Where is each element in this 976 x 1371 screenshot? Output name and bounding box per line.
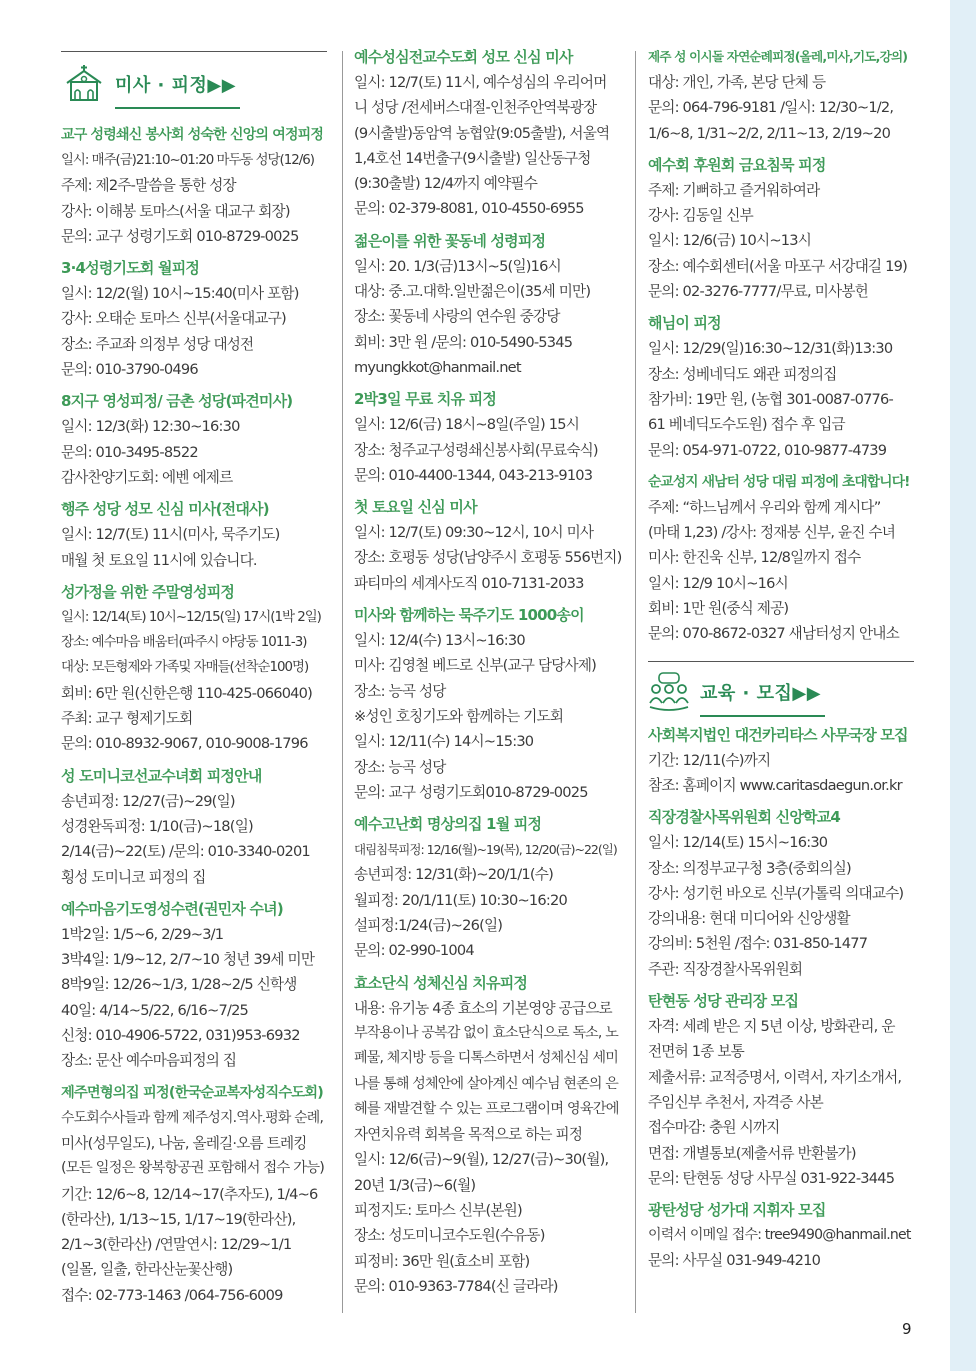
notice-item	[61, 388, 327, 490]
notice-title: 미사와 함께하는 묵주기도 1000송이	[354, 606, 584, 625]
notice-line: 주관: 직장경찰사목위원회	[648, 960, 803, 978]
notice-line: 20년 1/3(금)~6(월)	[354, 1176, 476, 1194]
notice-line: 3박4일: 1/9~12, 2/7~10 청년 39세 미만	[61, 951, 315, 969]
notice-line: 문의: 교구 성령기도회 010-8729-0025	[61, 227, 299, 245]
notice-line: 장소: 주교좌 의정부 성당 대성전	[61, 335, 254, 353]
notice-line: 기간: 12/6~8, 12/14~17(추자도), 1/4~6	[61, 1185, 318, 1203]
notice-line: 일시: 20. 1/3(금)13시~5(일)16시	[354, 257, 561, 275]
notice-line: 일시: 매주(금)21:10~01:20 마두동 성당(12/6)	[61, 153, 314, 168]
notice-line: 폐물, 체지방 등을 디톡스하면서 성체신심 세미	[354, 1050, 618, 1067]
notice-title: 광탄성당 성가대 지휘자 모집	[648, 1201, 826, 1220]
notice-item	[61, 122, 327, 249]
notice-title: 첫 토요일 신심 미사	[354, 498, 477, 517]
notice-line: 장소: 예수마음 배움터(파주시 야당동 1011-3)	[61, 635, 307, 651]
notice-line: 일시: 12/2(월) 10시~15:40(미사 포함)	[61, 285, 299, 303]
church-icon	[63, 63, 105, 105]
notice-line: 문의: 02-379-8081, 010-4550-6955	[354, 200, 584, 218]
notice-line: (마태 1,23) /강사: 정재붕 신부, 윤진 수녀	[648, 524, 896, 542]
notice-line: 1/6~8, 1/31~2/2, 2/11~13, 2/19~20	[648, 124, 891, 142]
notice-line: 주제: “하느님께서 우리와 함께 계시다”	[648, 498, 881, 516]
notice-line: 감사찬양기도회: 에벤 에제르	[61, 468, 233, 486]
notice-title: 젊은이를 위한 꽃동네 성령피정	[354, 231, 546, 250]
notice-line: 기간: 12/11(수)까지	[648, 751, 771, 769]
section-header-education	[648, 662, 914, 722]
notice-line: 성경완독피정: 1/10(금)~18(일)	[61, 817, 253, 835]
notice-item	[61, 579, 327, 757]
notice-line: 일시: 12/14(토) 10시~12/15(일) 17시(1박 2일)	[61, 609, 321, 625]
notice-line: 회비: 3만 원 /문의: 010-5490-5345	[354, 333, 573, 351]
notice-title: 효소단식 성체신심 치유피정	[354, 973, 528, 992]
notice-line: 문의: 탄현동 성당 사무실 031-922-3445	[648, 1169, 895, 1187]
notice-line: 장소: 능곡 성당	[354, 758, 446, 776]
notice-line: (9:30출발) 12/4까지 예약필수	[354, 175, 537, 193]
notice-line: 문의: 010-4400-1344, 043-213-9103	[354, 466, 593, 484]
notice-line: 회비: 6만 원(신한은행 110-425-066040)	[61, 684, 313, 702]
notice-line: 일시: 12/6(금) 18시~8일(주일) 15시	[354, 416, 580, 434]
group-people-icon	[648, 671, 690, 713]
notice-line: 2/14(금)~22(토) /문의: 010-3340-0201	[61, 843, 310, 861]
notice-line: 미사: 한진욱 신부, 12/8일까지 접수	[648, 549, 861, 567]
notice-line: 혜를 재발견할 수 있는 프로그램이며 영육간에	[354, 1100, 619, 1117]
notice-line: (9시출발)동암역 농협앞(9:05출발), 서울역	[354, 124, 610, 142]
notice-line: 횡성 도미니코 피정의 집	[61, 868, 206, 886]
notice-title: 예수마음기도영성수련(권민자 수녀)	[61, 899, 283, 918]
notice-line: 제출서류: 교적증명서, 이력서, 자기소개서,	[648, 1068, 902, 1086]
notice-line: 문의: 02-990-1004	[354, 942, 474, 960]
notice-line: 일시: 12/11(수) 14시~15:30	[354, 733, 534, 751]
notice-item	[648, 1197, 914, 1274]
notice-line: 송년피정: 12/31(화)~20/1/1(수)	[354, 866, 553, 884]
notice-title: 행주 성당 성모 신심 미사(전대사)	[61, 500, 269, 519]
notice-line: 1,4호선 14번출구(9시출발) 일산동구청	[354, 149, 591, 167]
column-divider	[342, 51, 343, 1313]
notice-line: 강사: 오태순 토마스 신부(서울대교구)	[61, 310, 286, 328]
notice-title: 예수성심전교수도회 성모 신심 미사	[354, 48, 573, 66]
notice-line: 피정비: 36만 원(효소비 포함)	[354, 1252, 530, 1270]
notice-item	[61, 255, 327, 382]
notice-line: 부작용이나 공복감 없이 효소단식으로 독소, 노	[354, 1024, 618, 1041]
notice-line: 접수마감: 충원 시까지	[648, 1119, 780, 1137]
notice-item	[648, 469, 914, 647]
notice-title: 3·4성령기도회 월피정	[61, 259, 200, 278]
notice-line: 참가비: 19만 원, (농협 301-0087-0776-	[648, 390, 893, 408]
notice-item	[61, 1080, 327, 1308]
notice-line: 문의: 010-8932-9067, 010-9008-1796	[61, 735, 308, 753]
column-mass-retreat	[61, 51, 327, 1314]
notice-line: (모든 일정은 왕복항공권 포함해서 접수 가능)	[61, 1160, 325, 1177]
notice-line: 나를 통해 성체안에 살아계신 예수님 현존의 은	[354, 1075, 618, 1092]
notice-line: 대림침묵피정: 12/16(월)~19(목), 12/20(금)~22(일)	[354, 842, 617, 858]
col2-blocks	[354, 44, 622, 1299]
notice-line: 수도회수사들과 함께 제주성지.역사.평화 순례,	[61, 1109, 324, 1126]
notice-line: 미사(성무일도), 나눔, 올레길·오름 트레킹	[61, 1134, 307, 1152]
notice-line: 송년피정: 12/27(금)~29(일)	[61, 792, 235, 810]
notice-line: 문의: 054-971-0722, 010-9877-4739	[648, 441, 887, 459]
notice-line: 강의비: 5천원 /접수: 031-850-1477	[648, 935, 868, 953]
notice-line: 일시: 12/6(금)~9(월), 12/27(금)~30(월),	[354, 1151, 609, 1169]
notice-line: 강사: 김동일 신부	[648, 207, 753, 225]
notice-line: 일시: 12/7(토) 09:30~12시, 10시 미사	[354, 524, 594, 542]
notice-line: 2/1~3(한라산) /연말연시: 12/29~1/1	[61, 1236, 292, 1254]
notice-line: 강사: 이해봉 토마스(서울 대교구 회장)	[61, 202, 290, 220]
notice-item	[354, 970, 622, 1300]
notice-title: 교구 성령쇄신 봉사회 성숙한 신앙의 여정피정	[61, 127, 324, 143]
notice-title: 예수회 후원회 금요침묵 피정	[648, 155, 826, 174]
notice-title: 2박3일 무료 치유 피정	[354, 390, 497, 409]
notice-line: 설피정:1/24(금)~26(일)	[354, 917, 503, 935]
notice-line: 전면허 1종 보통	[648, 1043, 744, 1061]
notice-line: 이력서 이메일 접수: tree9490@hanmail.net	[648, 1227, 911, 1244]
notice-item	[648, 988, 914, 1191]
notice-line: 일시: 12/7(토) 11시(미사, 묵주기도)	[61, 526, 280, 544]
page-number: 9	[902, 1320, 912, 1338]
notice-title: 탄현동 성당 관리장 모집	[648, 992, 799, 1011]
notice-line: 문의: 010-3790-0496	[61, 361, 198, 379]
col3-top-blocks	[648, 44, 914, 647]
notice-line: 피정지도: 토마스 신부(본원)	[354, 1201, 522, 1219]
notice-title: 해님이 피정	[648, 314, 721, 333]
notice-line: 일시: 12/6(금) 10시~13시	[648, 232, 812, 250]
notice-line: 접수: 02-773-1463 /064-756-6009	[61, 1286, 283, 1304]
notice-line: 장소: 성베네딕도 왜관 피정의집	[648, 365, 837, 383]
notice-title: 순교성지 새남터 성당 대림 피정에 초대합니다!	[648, 473, 910, 490]
notice-line: 문의: 010-3495-8522	[61, 443, 198, 461]
notice-line: ※성인 호칭기도와 함께하는 기도회	[354, 707, 564, 725]
notice-item	[61, 496, 327, 573]
notice-line: 문의: 064-796-9181 /일시: 12/30~1/2,	[648, 99, 894, 117]
notice-item	[354, 44, 622, 222]
notice-line: 문의: 교구 성령기도회010-8729-0025	[354, 783, 588, 801]
notice-line: 장소: 꽃동네 사랑의 연수원 중강당	[354, 308, 560, 326]
notice-item	[648, 722, 914, 799]
notice-line: 문의: 사무실 031-949-4210	[648, 1252, 821, 1270]
notice-line: 미사: 김영철 베드로 신부(교구 담당사제)	[354, 657, 597, 675]
col3-bottom-blocks	[648, 722, 914, 1274]
notice-line: 주제: 제2주-말씀을 통한 성장	[61, 177, 236, 195]
notice-line: 주최: 교구 형제기도회	[61, 710, 193, 728]
notice-line: 월피정: 20/1/11(토) 10:30~16:20	[354, 891, 567, 909]
notice-item	[61, 896, 327, 1074]
notice-line: 강의내용: 현대 미디어와 신앙생활	[648, 910, 850, 928]
notice-line: 일시: 12/9 10시~16시	[648, 574, 788, 592]
notice-title: 성가정을 위한 주말영성피정	[61, 582, 235, 601]
section-title: 교육 · 모집▶▶	[700, 679, 825, 717]
notice-line: 문의: 02-3276-7777/무료, 미사봉헌	[648, 283, 868, 301]
notice-line: 장소: 호평동 성당(남양주시 호평동 556번지)	[354, 549, 622, 567]
right-side-bar	[950, 0, 976, 1371]
notice-line: (한라산), 1/13~15, 1/17~19(한라산),	[61, 1210, 296, 1228]
notice-line: 주제: 기뻐하고 즐거워하여라	[648, 181, 820, 199]
notice-line: 장소: 성도미니코수도원(수유동)	[354, 1227, 545, 1245]
section-title: 미사 · 피정▶▶	[115, 71, 240, 109]
notice-title: 예수고난회 명상의집 1월 피정	[354, 815, 542, 834]
notice-item	[648, 310, 914, 462]
notice-line: 장소: 의정부교구청 3층(중회의실)	[648, 859, 851, 877]
notice-line: 장소: 청주교구성령쇄신봉사회(무료숙식)	[354, 441, 598, 459]
notice-line: 8박9일: 12/26~1/3, 1/28~2/5 신학생	[61, 976, 297, 994]
notice-line: 참조: 홈페이지 www.caritasdaegun.or.kr	[648, 776, 902, 794]
notice-item	[354, 386, 622, 488]
notice-title: 8지구 영성피정/ 금촌 성당(파견미사)	[61, 392, 293, 411]
notice-line: 대상: 개인, 가족, 본당 단체 등	[648, 74, 826, 91]
notice-line: 자격: 세례 받은 지 5년 이상, 방화관리, 운	[648, 1018, 895, 1036]
notice-line: 대상: 모든형제와 가족및 자매들(선착순100명)	[61, 660, 309, 676]
notice-item	[354, 602, 622, 805]
notice-line: 니 성당 /전세버스대절-인천주안역북광장	[354, 99, 597, 117]
notice-line: 신청: 010-4906-5722, 031)953-6932	[61, 1027, 300, 1045]
column-retreat-education	[648, 44, 914, 1280]
notice-item	[354, 811, 622, 963]
column-mass-retreat-2	[354, 44, 622, 1305]
notice-line: 대상: 중.고.대학.일반젊은이(35세 미만)	[354, 283, 591, 301]
notice-line: 1박2일: 1/5~6, 2/29~3/1	[61, 925, 224, 943]
notice-line: 문의: 010-9363-7784(신 글라라)	[354, 1277, 558, 1295]
notice-item	[354, 494, 622, 596]
notice-item	[648, 804, 914, 982]
column-divider	[635, 51, 636, 1313]
notice-line: 매월 첫 토요일 11시에 있습니다.	[61, 551, 257, 569]
notice-line: 61 베네딕도수도원) 접수 후 입금	[648, 416, 845, 434]
section-header-mass-retreat	[61, 54, 327, 114]
notice-line: 자연치유력 회복을 목적으로 하는 피정	[354, 1126, 583, 1144]
notice-line: 장소: 문산 예수마음피정의 집	[61, 1052, 237, 1070]
notice-line: (일몰, 일출, 한라산눈꽃산행)	[61, 1261, 233, 1279]
notice-line: myungkkot@hanmail.net	[354, 358, 521, 376]
notice-line: 일시: 12/4(수) 13시~16:30	[354, 632, 525, 650]
notice-title: 제주면형의집 피정(한국순교복자성직수도회)	[61, 1084, 323, 1101]
notice-item	[648, 44, 914, 146]
notice-item	[61, 763, 327, 890]
notice-line: 장소: 능곡 성당	[354, 682, 446, 700]
notice-line: 주임신부 추천서, 자격증 사본	[648, 1093, 823, 1111]
notice-title: 사회복지법인 대건카리타스 사무국장 모집	[648, 725, 908, 744]
notice-title: 제주 성 이시돌 자연순례피정(올레,미사,기도,강의)	[648, 49, 908, 64]
notice-line: 일시: 12/3(화) 12:30~16:30	[61, 418, 240, 436]
notice-item	[354, 228, 622, 380]
notice-line: 회비: 1만 원(중식 제공)	[648, 600, 789, 618]
notice-line: 일시: 12/14(토) 15시~16:30	[648, 834, 828, 852]
notice-line: 장소: 예수회센터(서울 마포구 서강대길 19)	[648, 257, 907, 275]
notice-line: 면접: 개별통보(제출서류 반환불가)	[648, 1144, 856, 1162]
notice-line: 40일: 4/14~5/22, 6/16~7/25	[61, 1001, 249, 1019]
notice-line: 문의: 070-8672-0327 새남터성지 안내소	[648, 625, 899, 643]
notice-item	[648, 152, 914, 304]
notice-line: 내용: 유기농 4종 효소의 기본영양 공급으로	[354, 999, 612, 1017]
notice-line: 일시: 12/7(토) 11시, 예수성심의 우리어머	[354, 74, 607, 91]
notice-title: 성 도미니코선교수녀회 피정안내	[61, 766, 262, 785]
notice-line: 강사: 성기헌 바오로 신부(가톨릭 의대교수)	[648, 884, 904, 902]
notice-line: 일시: 12/29(일)16:30~12/31(화)13:30	[648, 340, 893, 358]
notice-line: 파티마의 세계사도직 010-7131-2033	[354, 574, 584, 592]
notice-title: 직장경찰사목위원회 신앙학교4	[648, 808, 841, 827]
col1-blocks	[61, 122, 327, 1308]
